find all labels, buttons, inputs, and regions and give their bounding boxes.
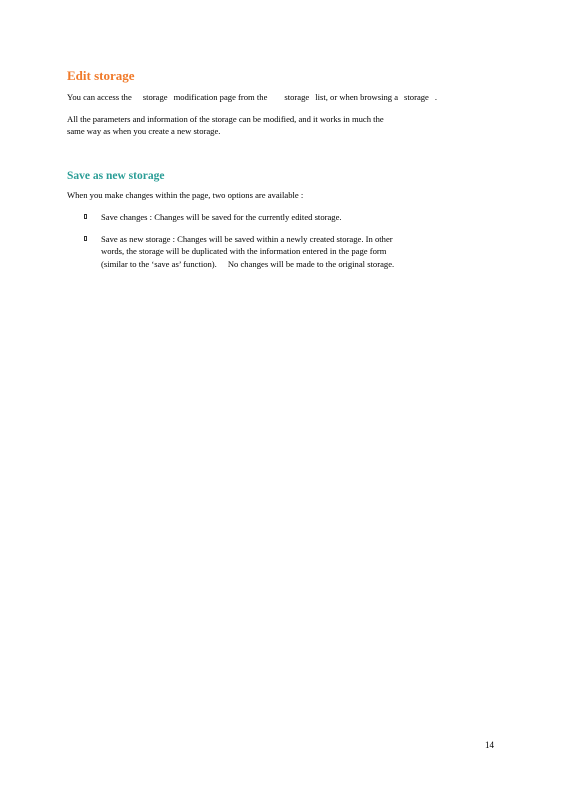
paragraph-access <box>67 91 437 103</box>
list-item-save-as-new <box>101 233 394 270</box>
text-fragment: list, or when browsing a <box>315 92 399 102</box>
text-fragment: (similar to the ‘save as’ function). <box>101 258 217 269</box>
list-item-save-changes: Save changes : Changes will be saved for the currently edited storage. <box>101 212 342 222</box>
heading-edit-storage: Edit storage <box>67 68 135 83</box>
text-fragment: storage <box>284 92 310 102</box>
heading-save-as-new-storage: Save as new storage <box>67 170 165 182</box>
text-fragment: You can access the <box>67 92 132 102</box>
paragraph-options-intro: When you make changes within the page, two options are available : <box>67 190 304 200</box>
text-fragment: . <box>434 92 438 102</box>
text-fragment: No changes will be made to the original storage. <box>227 258 395 269</box>
page-number: 14 <box>485 740 494 750</box>
bullet-icon <box>84 236 87 241</box>
text-line: words, the storage will be duplicated with the information entered in the page form <box>101 246 387 257</box>
text-line: Save as new storage : Changes will be saved within a newly created storage. In other <box>101 234 393 244</box>
text-line: same way as when you create a new storage. <box>67 126 221 137</box>
text-fragment: storage <box>404 92 429 102</box>
bullet-icon <box>84 214 87 219</box>
text-line <box>101 258 394 270</box>
text-line: All the parameters and information of the storage can be modified, and it works in much the <box>67 114 384 124</box>
text-fragment: storage <box>142 92 168 102</box>
text-fragment: modification page from the <box>173 92 268 102</box>
paragraph-parameters <box>67 113 384 138</box>
